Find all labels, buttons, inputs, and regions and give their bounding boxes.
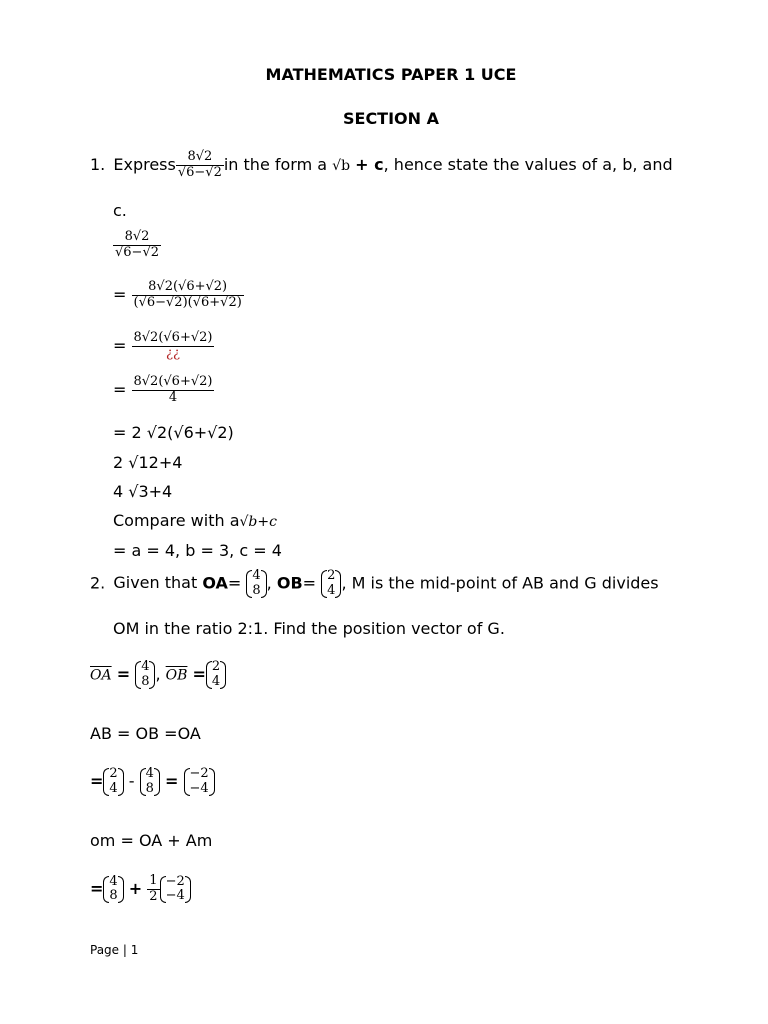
question-text: Given that [113, 573, 198, 593]
solution-step-6: 2 √12+4 [113, 453, 183, 472]
solution-step-5: = 2 √2(√6+√2) [113, 423, 234, 442]
question-text: , hence state the values of a, b, and [383, 154, 673, 174]
solution-step-4: = $\frac{8√2(√6+√2)}{4}$ [113, 374, 213, 405]
question-2-line2: OM in the ratio 2:1. Find the position vector of G. [113, 619, 505, 638]
solution-step-2: = $\frac{8√2(√6+√2)}{(√6-√2)(√6+√2)}$ [113, 279, 242, 310]
vector-oa: 4 8 [246, 569, 266, 599]
vector-definitions: $\overline{OA}$ = 4 8 , $\overline{OB}$ = 2 4 [90, 660, 226, 690]
question-1-line2: c. [113, 201, 127, 220]
question-text: in the form a [223, 154, 328, 174]
question-text: , M is the mid-point of AB and G divides [341, 573, 659, 593]
page-footer: Page | 1 [90, 943, 139, 957]
answer-line: = a = 4, b = 3, c = 4 [113, 541, 282, 560]
om-computation: = 4 8 + $\frac{1}{2}$ −2 −4 [90, 874, 191, 905]
math-sqrt-b: √b [332, 157, 351, 174]
vector-label-ob: OB [276, 573, 303, 593]
question-text: Express [113, 154, 176, 174]
math-plus-c: + c [355, 154, 384, 174]
solution-step-7: 4 √3+4 [113, 482, 173, 501]
question-1 [90, 150, 673, 181]
paper-title: MATHEMATICS PAPER 1 UCE [265, 65, 517, 84]
section-heading: SECTION A [342, 109, 439, 128]
vector-ob: 2 4 [321, 569, 341, 599]
solution-step-3: = $\frac{8√2(√6+√2)}{¿¿}$ [113, 330, 213, 361]
question-number: 1. [90, 154, 106, 174]
question-2: 2. Given that OA= 4 8 , OB= 2 4 , M is the mid-point of AB and G divides [90, 568, 659, 598]
fraction: $\frac{8√2}{√6-√2}$ [177, 149, 222, 180]
question-number: 2. [90, 573, 106, 593]
compare-line: Compare with a√b+c [113, 511, 277, 530]
ab-line: AB = OB =OA [90, 724, 201, 743]
vector-subtraction: = 2 4 - 4 8 = −2 −4 [90, 767, 215, 797]
vector-label-oa: OA [202, 573, 228, 593]
solution-step-1: $\frac{8√2}{√6-√2}$ [115, 229, 160, 260]
om-line: om = OA + Am [90, 831, 213, 850]
